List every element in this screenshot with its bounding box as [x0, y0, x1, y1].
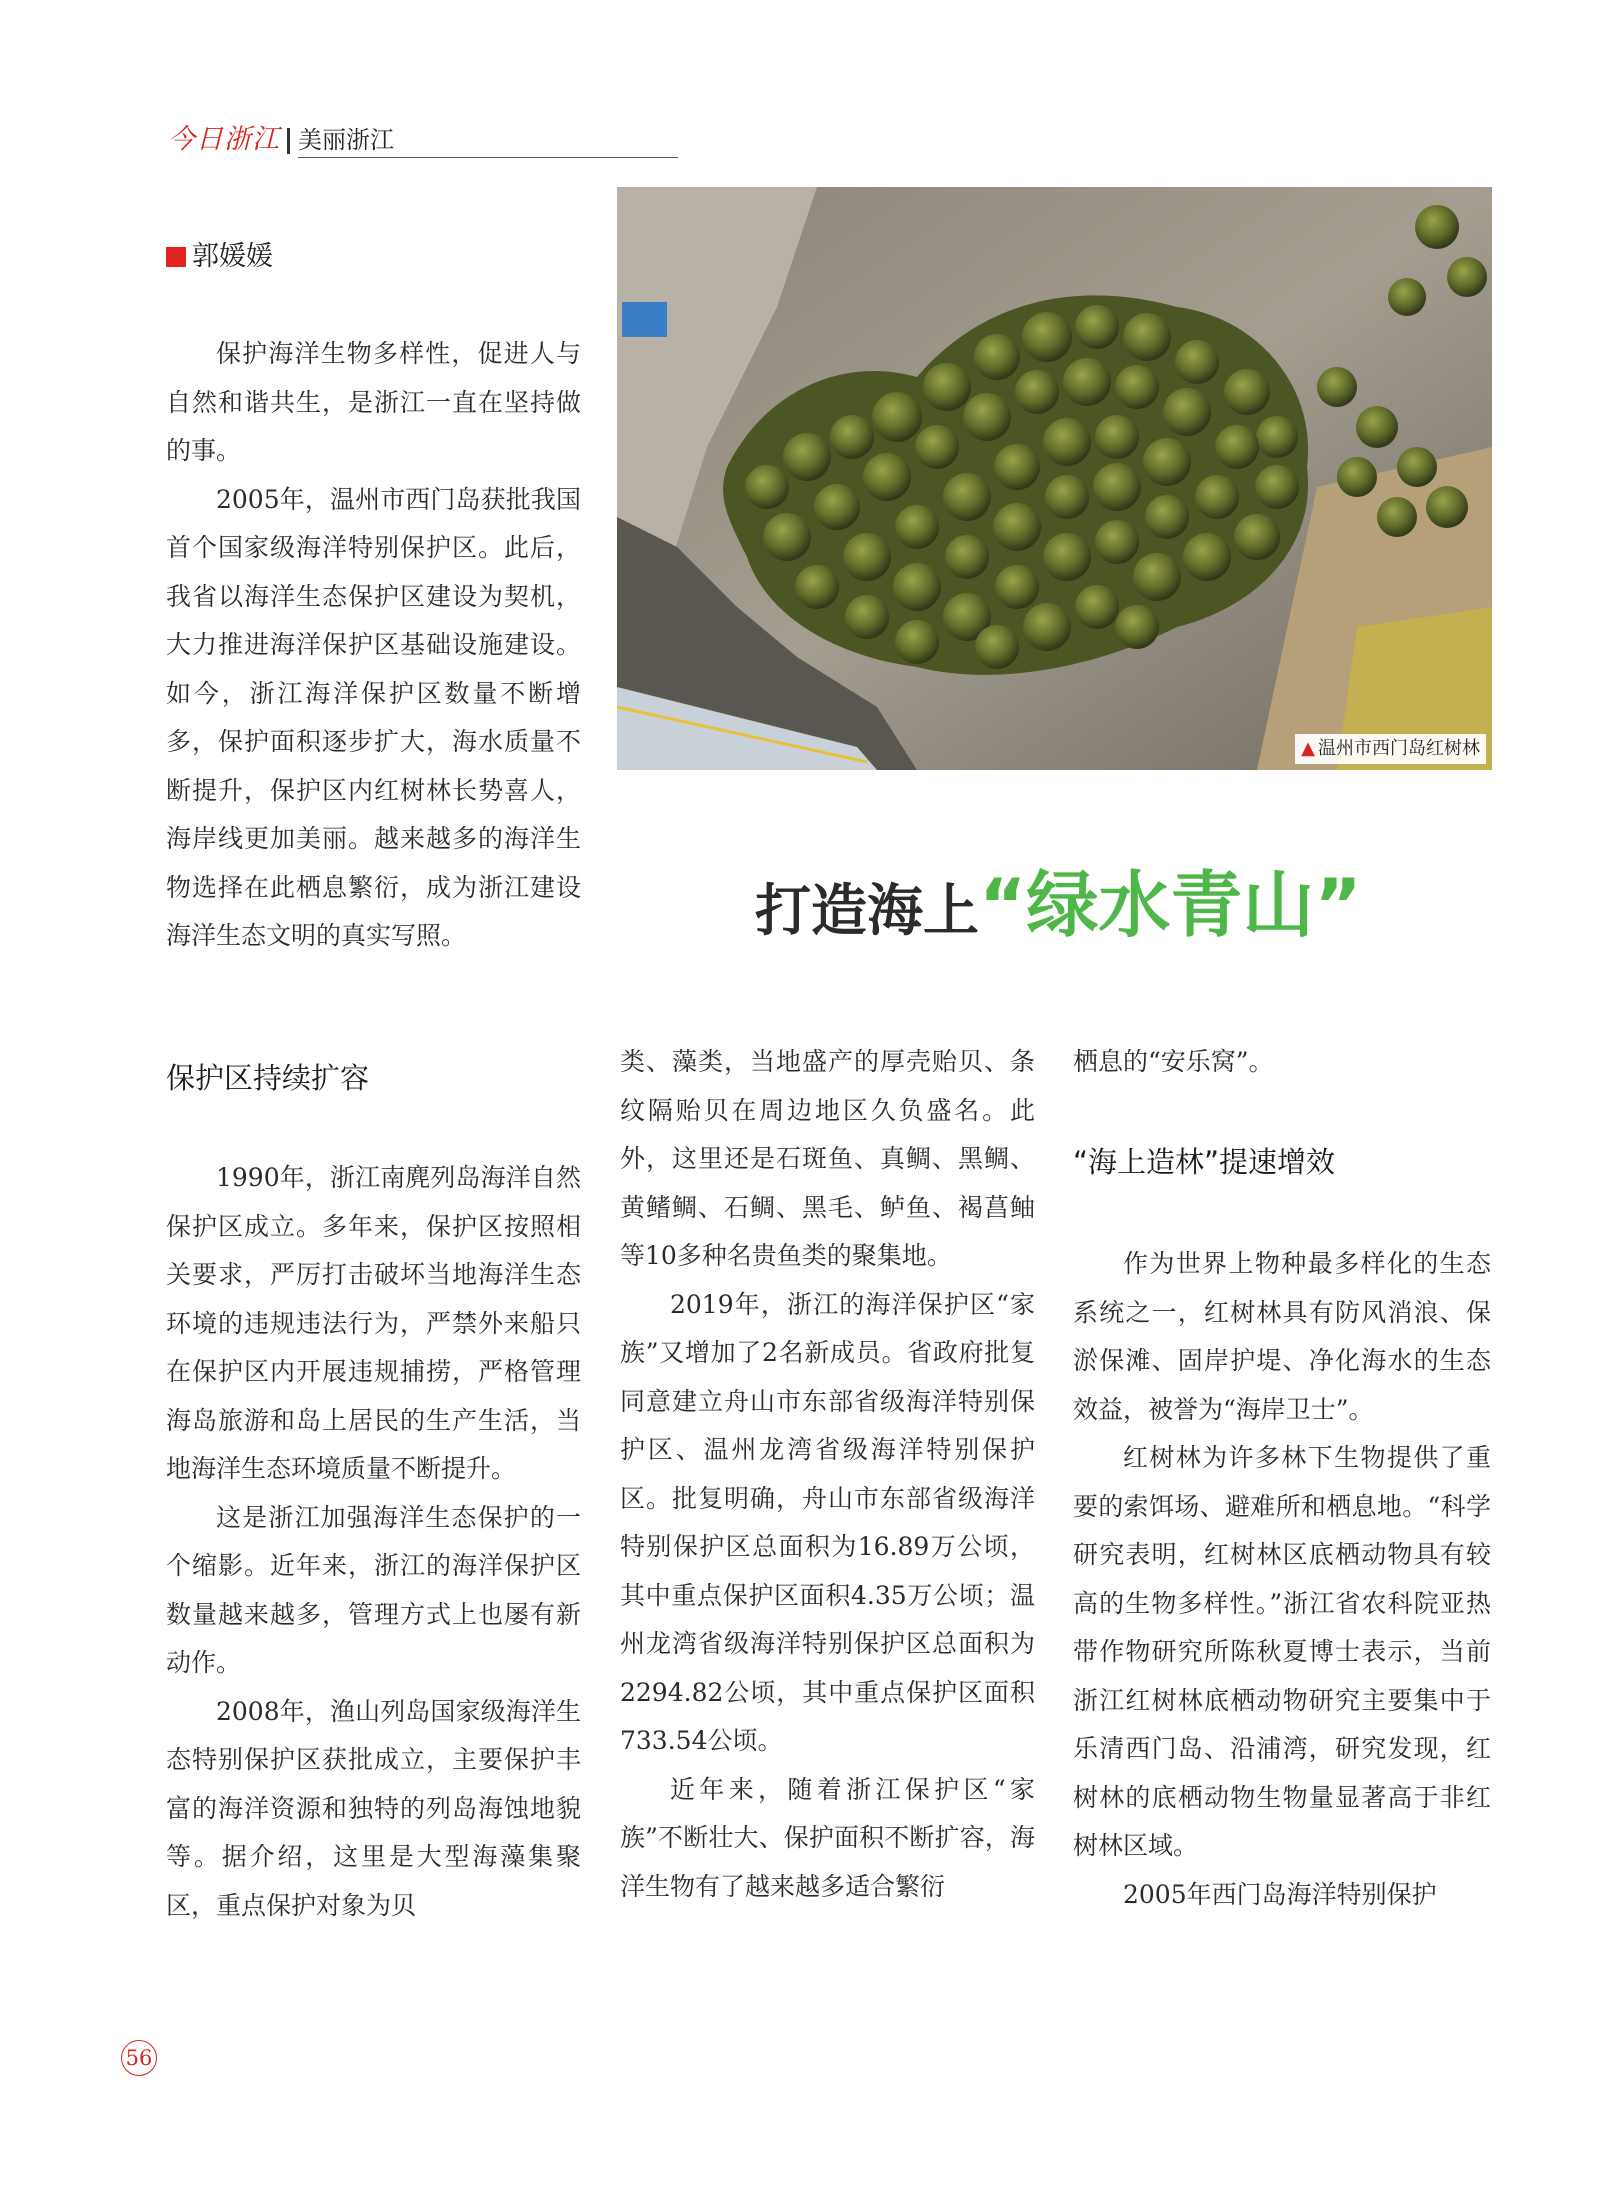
- body-paragraph-continued: 类、藻类，当地盛产的厚壳贻贝、条纹隔贻贝在周边地区久负盛名。此外，这里还是石斑鱼、真鲷、黑鲷、黄鳍鲷、石鲷、黑毛、鲈鱼、褐菖鲉等10多种名贵鱼类的聚集地。: [620, 1047, 1035, 1270]
- subheading-reserve-expansion: 保护区持续扩容: [166, 1061, 370, 1095]
- body-paragraph: 2005年西门岛海洋特别保护: [1123, 1879, 1437, 1909]
- body-paragraph: 作为世界上物种最多样化的生态系统之一，红树林具有防风消浪、保淤保滩、固岸护堤、净化海水的生态效益，被誉为“海岸卫士”。: [1073, 1249, 1491, 1424]
- masthead: [168, 124, 508, 158]
- column-2: [620, 1038, 1035, 1911]
- author-name: 郭媛媛: [192, 241, 273, 272]
- caption-text: 温州市西门岛红树林: [1318, 738, 1480, 759]
- headline-part-2: “绿水青山”: [979, 863, 1362, 947]
- magazine-logo: 今日浙江: [168, 124, 280, 155]
- body-paragraph: 2019年，浙江的海洋保护区“家族”又增加了2名新成员。省政府批复同意建立舟山市东部省级海洋特别保护区、温州龙湾省级海洋特别保护区。批复明确，舟山市东部省级海洋特别保护区总面积为16.89万公顷，其中重点保护区面积4.35万公顷；温州龙湾省级海洋特别保护区总面积为2294.82公顷，其中重点保护区面积733.54公顷。: [620, 1289, 1035, 1755]
- header-separator: [287, 128, 290, 154]
- photo-illustration: [617, 187, 1492, 770]
- red-square-icon: [166, 247, 186, 267]
- article-headline: [755, 860, 1362, 970]
- header-rule: [298, 157, 678, 158]
- column-3-section-2: [1073, 1240, 1491, 1919]
- photo-caption: [1295, 734, 1486, 764]
- author-byline: [166, 240, 273, 274]
- intro-text: [166, 330, 581, 961]
- body-paragraph-continued: 栖息的“安乐窝”。: [1073, 1047, 1274, 1076]
- triangle-icon: ▲: [1301, 738, 1315, 759]
- subheading-sea-afforestation: “海上造林”提速增效: [1073, 1145, 1336, 1179]
- section-name: 美丽浙江: [298, 126, 394, 154]
- intro-paragraph: 保护海洋生物多样性，促进人与自然和谐共生，是浙江一直在坚持做的事。: [166, 339, 581, 465]
- column-3: [1073, 1038, 1491, 1087]
- intro-paragraph: 2005年，温州市西门岛获批我国首个国家级海洋特别保护区。此后，我省以海洋生态保护区建设为契机，大力推进海洋保护区基础设施建设。如今，浙江海洋保护区数量不断增多，保护面积逐步扩大，海水质量不断提升，保护区内红树林长势喜人，海岸线更加美丽。越来越多的海洋生物选择在此栖息繁衍，成为浙江建设海洋生态文明的真实写照。: [166, 484, 581, 950]
- body-paragraph: 近年来，随着浙江保护区“家族”不断壮大、保护面积不断扩容，海洋生物有了越来越多适合繁衍: [620, 1774, 1035, 1901]
- body-paragraph: 1990年，浙江南麂列岛海洋自然保护区成立。多年来，保护区按照相关要求，严厉打击破坏当地海洋生态环境的违规违法行为，严禁外来船只在保护区内开展违规捕捞，严格管理海岛旅游和岛上居民的生产生活，当地海洋生态环境质量不断提升。: [166, 1163, 581, 1483]
- column-1: [166, 1154, 581, 1930]
- mangrove-aerial-photo: [617, 187, 1492, 770]
- headline-part-1: 打造海上: [755, 878, 979, 944]
- body-paragraph: 红树林为许多林下生物提供了重要的索饵场、避难所和栖息地。“科学研究表明，红树林区底栖动物具有较高的生物多样性。”浙江省农科院亚热带作物研究所陈秋夏博士表示，当前浙江红树林底栖动物研究主要集中于乐清西门岛、沿浦湾，研究发现，红树林的底栖动物生物量显著高于非红树林区域。: [1073, 1443, 1491, 1860]
- page-number: 56: [121, 2040, 157, 2076]
- body-paragraph: 这是浙江加强海洋生态保护的一个缩影。近年来，浙江的海洋保护区数量越来越多，管理方式上也屡有新动作。: [166, 1502, 581, 1677]
- body-paragraph: 2008年，渔山列岛国家级海洋生态特别保护区获批成立，主要保护丰富的海洋资源和独特的列岛海蚀地貌等。据介绍，这里是大型海藻集聚区，重点保护对象为贝: [166, 1696, 581, 1920]
